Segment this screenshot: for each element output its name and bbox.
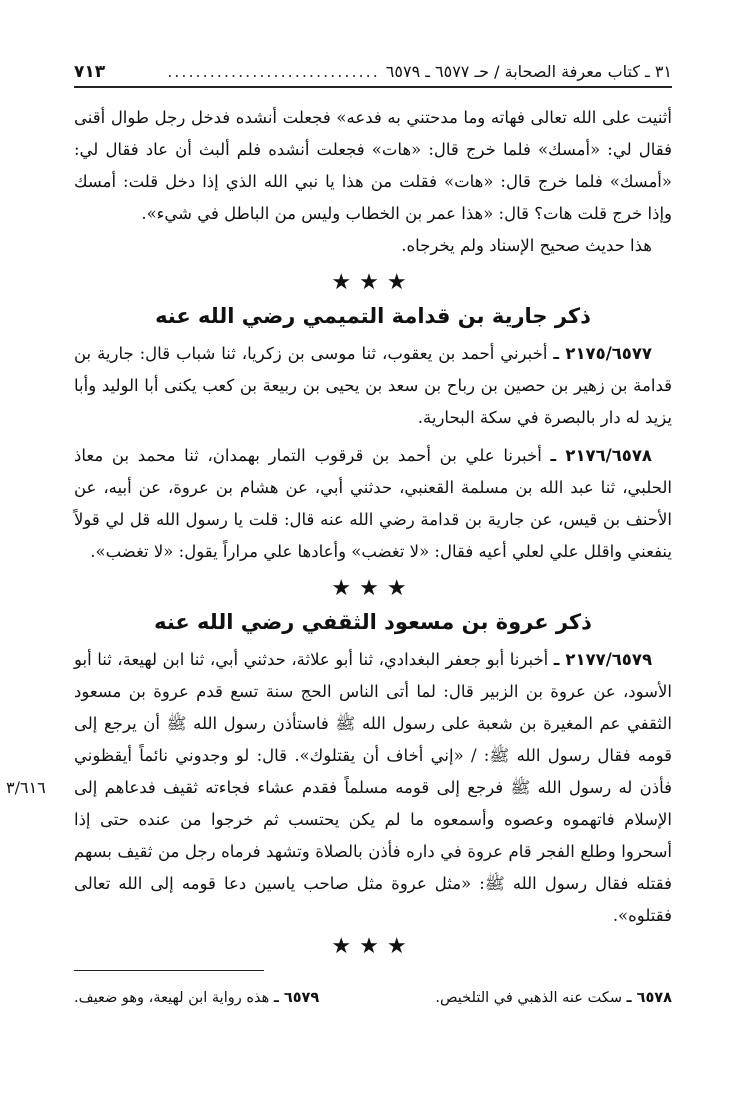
- hadith-text-continued: نائماً أيقظوني فأذن له رسول الله ﷺ فرجع إلى قومه مسلماً فقدم عشاء فجاءته ثقيف فدعاهم إلى الإسلام فاتهموه وعصوه وأسمعوه ما لم يكن يحتسب ثم خرجوا من عنده حتى إذا أسحروا وطلع الفجر قام عروة في داره فأذن بالصلاة وتشهد فرماه رجل من ثقيف بسهم فقتله فقال رسول الله ﷺ: «مثل عروة مثل صاحب ياسين دعا قومه إلى الله تعالى فقتلوه».: [74, 746, 672, 925]
- section-separator: ★★★: [331, 576, 415, 601]
- footnote-divider: [74, 970, 264, 971]
- footnotes: [74, 985, 672, 1011]
- footnote-text: هذه رواية ابن لهيعة، وهو ضعيف.: [74, 990, 270, 1006]
- header-leader-dots: ..............................: [167, 62, 380, 81]
- hadith-number: ٢١٧٦/٦٥٧٨ ـ: [550, 446, 652, 465]
- page-body: [6, 102, 673, 962]
- section-separator: ★★★: [331, 270, 415, 295]
- hadith-number: ٢١٧٥/٦٥٧٧ ـ: [553, 344, 652, 363]
- section-separator: ★★★: [331, 934, 415, 959]
- hadith-number: ٢١٧٧/٦٥٧٩ ـ: [553, 650, 653, 669]
- footnote-6578: [435, 985, 672, 1011]
- continued-hadith-paragraph: أثنيت على الله تعالى فهاته وما مدحتني به فدعه» فجعلت أنشده فدخل رجل طوال أقنى فقال لي: «أمسك» فلما خرج قال: «هات» فجعلت أنشده فلم ألبث أن عاد فقال لي: «أمسك» فلما خرج قال: «هات» فقلت من هذا يا نبي الله الذي إذا دخل قلت: أمسك وإذا خرج قلت هات؟ قال: «هذا عمر بن الخطاب وليس من الباطل في شيء».: [74, 108, 672, 223]
- hadith-paragraph-6579: [74, 644, 672, 932]
- book-page: [6, 60, 673, 1080]
- hadith-text: أخبرنا علي بن أحمد بن قرقوب التمار بهمدان، ثنا محمد بن معاذ الحلبي، ثنا عبد الله بن مسلمة القعنبي، حدثني أبي، عن هشام بن عروة، عن أبيه، عن الأحنف بن قيس، عن جارية بن قدامة رضي الله عنه قال: قلت يا رسول الله قل لي قولاً ينفعني واقلل علي لعلي أعيه فقال: «لا تغضب» وأعادها علي مراراً يقول: «لا تغضب».: [74, 446, 672, 561]
- page-number: ٧١٣: [74, 62, 106, 82]
- running-header: [74, 60, 672, 88]
- section-title-jariya: ذكر جارية بن قدامة التميمي رضي الله عنه: [155, 304, 591, 328]
- footnote-number: ٦٥٧٨ ـ: [626, 990, 672, 1006]
- section-title-urwa: ذكر عروة بن مسعود الثقفي رضي الله عنه: [154, 610, 592, 634]
- header-title: ٣١ ـ كتاب معرفة الصحابة / حـ ٦٥٧٧ ـ ٦٥٧٩: [385, 62, 672, 81]
- hadith-block-6579: [6, 644, 673, 932]
- footnote-number: ٦٥٧٩ ـ: [273, 990, 320, 1006]
- footnote-6579: [74, 985, 319, 1011]
- margin-page-reference: ٣/٦١٦: [6, 778, 46, 797]
- hadith-text: أخبرني أحمد بن يعقوب، ثنا موسى بن زكريا، ثنا شباب قال: جارية بن قدامة بن زهير بن حصين بن رباح بن سعد بن يحيى بن ربيعة بن كعب يكنى أبا الوليد وأبا يزيد له دار بالبصرة في سكة البحارية.: [74, 344, 672, 427]
- hadith-text: أخبرنا أبو جعفر البغدادي، ثنا أبو علاثة، حدثني أبي، ثنا ابن لهيعة، ثنا أبو الأسود، عن عروة بن الزبير قال: لما أتى الناس الحج سنة تسع قدم عروة بن مسعود الثقفي عم المغيرة بن شعبة على رسول الله ﷺ فاستأذن رسول الله ﷺ أن يرجع إلى قومه فقال رسول الله ﷺ: / «إني أخاف أن يقتلوك». قال: لو وجدوني: [74, 650, 673, 765]
- hadith-paragraph-6577: [74, 338, 672, 434]
- footnote-text: سكت عنه الذهبي في التلخيص.: [435, 990, 622, 1006]
- hadith-grading: هذا حديث صحيح الإسناد ولم يخرجاه.: [401, 236, 652, 255]
- hadith-paragraph-6578: [74, 440, 672, 568]
